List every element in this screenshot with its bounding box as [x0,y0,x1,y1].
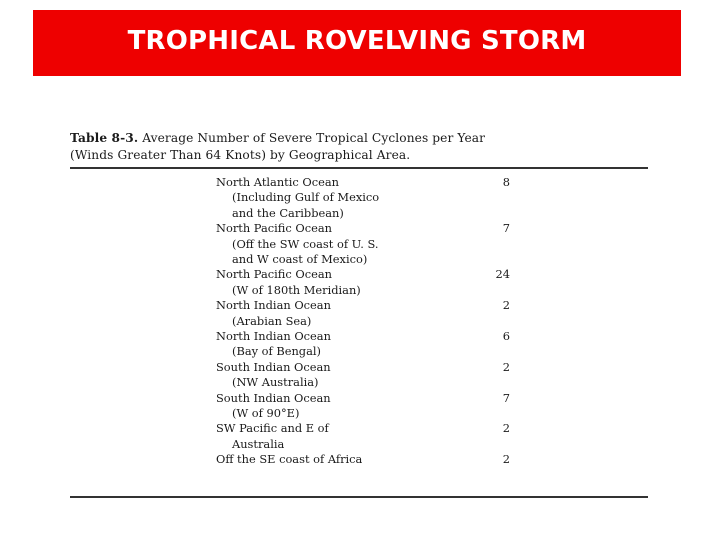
area-cell [216,267,361,298]
area-name: North Atlantic Ocean [216,175,339,189]
table-row [70,221,652,267]
cyclone-count: 7 [502,390,510,405]
area-name: South Indian Ocean [216,359,331,374]
area-name: North Indian Ocean [216,298,331,313]
area-detail: (Including Gulf of Mexico [232,190,380,205]
table-row [70,175,652,221]
area-detail: (NW Australia) [232,375,319,390]
cyclone-count: 8 [502,175,510,189]
area-detail: (Off the SW coast of U. S. [232,236,379,251]
slide-title: TROPHICAL ROVELVING STORM [127,26,587,56]
area-cell [216,298,331,329]
cyclone-count: 2 [502,359,510,374]
area-detail: (Bay of Bengal) [232,344,321,359]
area-detail: (W of 180th Meridian) [232,282,361,297]
table-caption-line2: (Winds Greater Than 64 Knots) by Geographical Area. [70,148,411,162]
table-top-rule [70,167,648,169]
table-row [70,267,652,298]
area-name: North Pacific Ocean [216,221,332,236]
table-body [70,175,652,468]
table-row [70,452,652,467]
area-detail: and the Caribbean) [232,205,344,220]
cyclone-count: 6 [502,328,510,343]
area-detail: (W of 90°E) [232,405,300,420]
table-caption [70,130,652,164]
area-cell [216,221,378,267]
area-name: North Indian Ocean [216,328,331,343]
cyclone-count: 2 [502,298,510,313]
area-name: South Indian Ocean [216,390,331,405]
area-detail: (Arabian Sea) [232,313,312,328]
cyclone-count: 24 [495,267,510,282]
area-cell [216,452,362,467]
table-caption-label: Table 8-3. [70,131,139,145]
area-cell [216,329,331,360]
area-cell [216,421,329,452]
cyclone-table-figure [70,126,652,500]
area-cell [216,391,331,422]
table-caption-line1: Average Number of Severe Tropical Cyclones per Year [142,131,486,145]
area-cell [216,360,331,391]
cyclone-count: 2 [502,452,510,467]
area-detail: and W coast of Mexico) [232,252,368,266]
area-name: North Pacific Ocean [216,267,332,282]
area-name: SW Pacific and E of [216,421,329,436]
table-row [70,391,652,422]
table-row [70,329,652,360]
area-cell [216,175,379,221]
cyclone-count: 2 [502,421,510,436]
table-row [70,360,652,391]
table-row [70,421,652,452]
table-row [70,298,652,329]
area-detail: Australia [232,436,285,451]
table-bottom-rule [70,496,648,498]
cyclone-count: 7 [502,221,510,236]
title-banner [33,10,681,76]
area-name: Off the SE coast of Africa [216,452,363,467]
